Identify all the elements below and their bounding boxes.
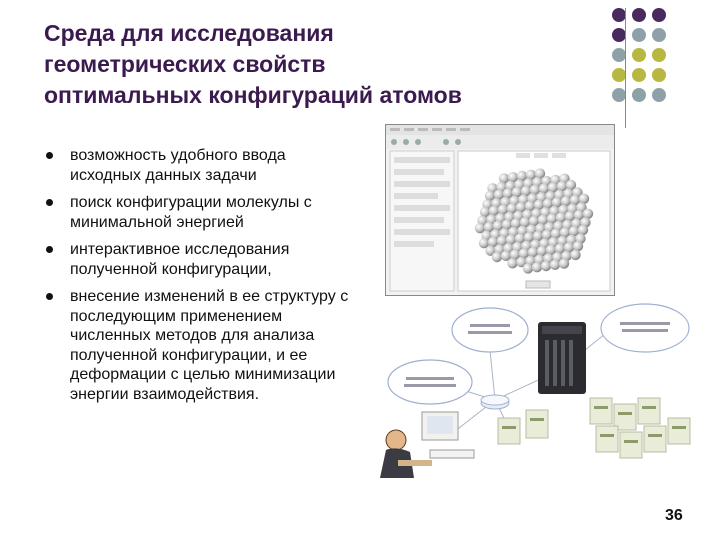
bullet-list: [44, 146, 354, 412]
atom-sphere: [507, 258, 517, 268]
bullet-item: [44, 240, 354, 279]
bullet-icon: [46, 199, 53, 206]
atom-sphere: [532, 262, 542, 272]
decorative-vertical-line: [625, 8, 626, 128]
decorative-dot: [632, 68, 646, 82]
atom-sphere: [523, 263, 533, 273]
bullet-item: [44, 146, 354, 185]
atom-sphere: [550, 260, 560, 270]
decorative-dot: [612, 88, 626, 102]
decorative-dot: [632, 88, 646, 102]
decorative-dot: [652, 28, 666, 42]
decorative-dot: [632, 48, 646, 62]
app-screenshot-drawing: [386, 125, 614, 295]
decorative-dot: [632, 28, 646, 42]
decorative-dot: [652, 68, 666, 82]
decorative-dot: [612, 68, 626, 82]
decorative-dot: [652, 8, 666, 22]
bullet-text: поиск конфигурации молекулы с минимальной энергией: [70, 194, 312, 231]
bullet-text: возможность удобного ввода исходных данных задачи: [70, 147, 286, 184]
network-diagram-drawing: [370, 300, 710, 500]
bullet-icon: [46, 246, 53, 253]
app-screenshot-image: [385, 124, 615, 296]
atom-sphere: [570, 250, 580, 260]
bullet-icon: [46, 293, 53, 300]
atom-sphere: [541, 261, 551, 271]
network-diagram-image: [370, 300, 710, 505]
decorative-dot: [652, 48, 666, 62]
bullet-text: внесение изменений в ее структуру с последующим применением численных методов для анализа полученной конфигурации, и ее деформации с целью минимизации энергии взаимодействия.: [70, 288, 349, 403]
atom-sphere: [559, 258, 569, 268]
title-line-1: Среда для исследования: [44, 20, 334, 46]
title-line-2: геометрических свойств: [44, 51, 326, 77]
atom-sphere: [492, 252, 502, 262]
bullet-item: [44, 193, 354, 232]
bullet-item: [44, 287, 354, 404]
bullet-text: интерактивное исследования полученной конфигурации,: [70, 241, 290, 278]
decorative-dot: [612, 28, 626, 42]
slide-title: [44, 18, 604, 111]
bullet-icon: [46, 152, 53, 159]
decorative-dot: [652, 88, 666, 102]
decorative-dot: [612, 48, 626, 62]
decorative-dot: [632, 8, 646, 22]
decorative-dot: [612, 8, 626, 22]
title-line-3: оптимальных конфигураций атомов: [44, 82, 462, 108]
page-number: 36: [665, 507, 683, 524]
